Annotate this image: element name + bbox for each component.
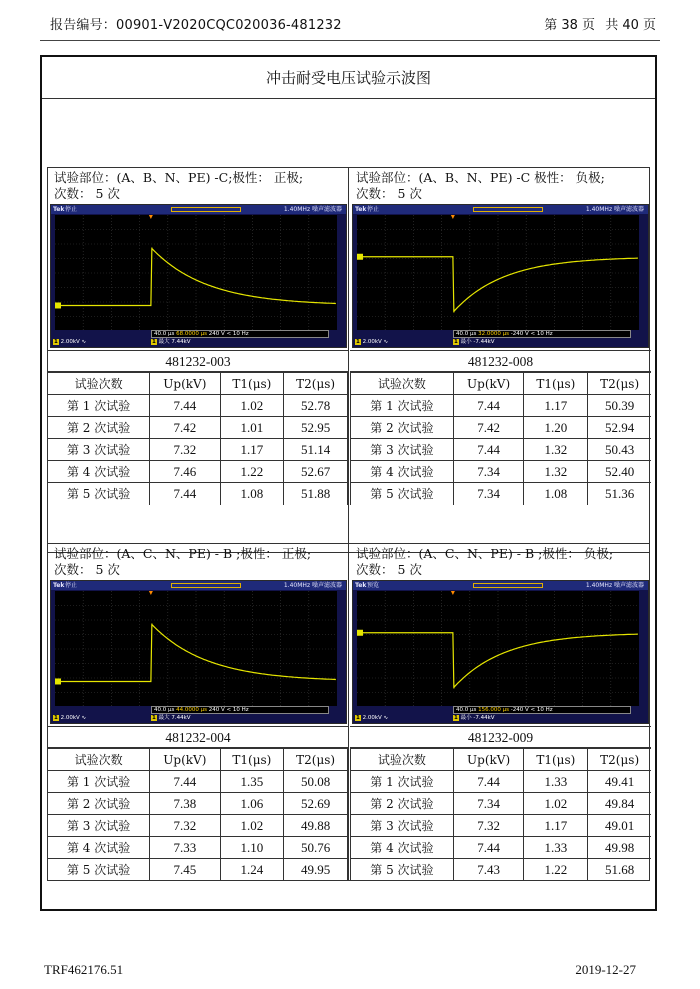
scope-graticule <box>55 215 337 331</box>
tek-logo: Tek <box>355 206 367 213</box>
cell-t2: 49.41 <box>588 771 651 793</box>
cell-t1: 1.22 <box>220 461 284 483</box>
test-location <box>356 170 647 202</box>
trigger-marker <box>451 591 455 595</box>
cell-t2: 52.94 <box>588 417 651 439</box>
row-label: 第 3 次试验 <box>351 439 454 461</box>
col-test-count: 试验次数 <box>48 749 150 771</box>
measurement: 1 最大 7.44kV <box>152 715 191 721</box>
report-date: 2019-12-27 <box>575 962 636 977</box>
col-up: Up(kV) <box>150 373 220 395</box>
col-t2: T2(μs) <box>588 749 651 771</box>
impulse-waveform <box>55 623 336 681</box>
table-header-row <box>48 749 348 771</box>
table-row <box>48 859 348 881</box>
cell-t2: 50.76 <box>284 837 348 859</box>
measurement: 1 最小 -7.44kV <box>454 339 495 345</box>
row-label: 第 2 次试验 <box>351 417 454 439</box>
table-row <box>351 395 652 417</box>
sample-rate: < 10 Hz <box>226 707 249 713</box>
horizontal-position: 44.0000 μs <box>176 707 207 713</box>
cell-up: 7.38 <box>150 793 220 815</box>
test-location-text: 试验部位：(A、B、N、PE) -C 极性： 负极; <box>356 170 605 185</box>
cell-up: 7.34 <box>453 461 524 483</box>
trigger-position-bar <box>171 583 241 588</box>
col-up: Up(kV) <box>150 749 220 771</box>
tek-logo: Tek <box>53 582 65 589</box>
panel-0 <box>48 168 349 552</box>
waveform-plot <box>357 591 639 707</box>
cell-t2: 49.95 <box>284 859 348 881</box>
scope-status-bar <box>51 205 346 214</box>
cell-up: 7.44 <box>453 439 524 461</box>
cell-t2: 52.67 <box>284 461 348 483</box>
channel-1-ground-marker <box>357 630 363 636</box>
cell-t1: 1.17 <box>524 395 588 417</box>
trigger-marker <box>149 215 153 219</box>
scope-status-bar <box>353 581 648 590</box>
cell-t1: 1.01 <box>220 417 284 439</box>
scope-status: 预览 <box>367 582 380 589</box>
cell-t1: 1.33 <box>524 837 588 859</box>
page-current: 第 38 页 <box>544 18 596 33</box>
scope-status-bar <box>51 581 346 590</box>
timebase: 40.0 μs <box>154 331 175 337</box>
scope-bandwidth: 1.40MHz 噪声滤波器 <box>585 206 644 213</box>
cell-t2: 49.88 <box>284 815 348 837</box>
row-label: 第 2 次试验 <box>351 793 454 815</box>
measurement-label: 最大 <box>158 715 170 721</box>
scope-graticule <box>55 591 337 707</box>
row-label: 第 5 次试验 <box>48 859 150 881</box>
channel-1-ground-marker <box>55 678 61 684</box>
test-location <box>54 546 344 578</box>
measurement-value: 7.44kV <box>171 339 191 345</box>
scope-footer <box>353 706 648 723</box>
measurement-label: 最小 <box>460 339 472 345</box>
col-t1: T1(μs) <box>220 749 284 771</box>
channel-1-ground-marker <box>357 254 363 260</box>
table-row <box>48 417 348 439</box>
test-count: 次数： 5 次 <box>54 562 120 577</box>
col-test-count: 试验次数 <box>351 749 454 771</box>
scope-readout <box>453 706 631 714</box>
table-row <box>351 793 652 815</box>
cell-t2: 50.39 <box>588 395 651 417</box>
cell-t1: 1.17 <box>524 815 588 837</box>
table-row <box>351 859 652 881</box>
scope-status-bar <box>353 205 648 214</box>
measurement-label: 最大 <box>158 339 170 345</box>
measurement: 1 最小 -7.44kV <box>454 715 495 721</box>
results-table <box>350 372 651 505</box>
sample-rate: < 10 Hz <box>226 331 249 337</box>
record-id: 481232-008 <box>350 350 651 372</box>
row-label: 第 2 次试验 <box>48 417 150 439</box>
cell-t1: 1.08 <box>524 483 588 505</box>
cell-up: 7.42 <box>453 417 524 439</box>
scope-bandwidth: 1.40MHz 噪声滤波器 <box>283 582 342 589</box>
trigger-level: 240 V <box>208 331 225 337</box>
cell-up: 7.44 <box>453 837 524 859</box>
table-row <box>48 483 348 505</box>
scope-readout <box>151 706 329 714</box>
cell-t2: 51.88 <box>284 483 348 505</box>
row-label: 第 4 次试验 <box>48 461 150 483</box>
channel-1-scale: 1 2.00kV ∿ <box>54 339 87 345</box>
channel-1-ground-marker <box>55 302 61 308</box>
trigger-marker <box>451 215 455 219</box>
table-row <box>351 483 652 505</box>
test-count: 次数： 5 次 <box>356 186 422 201</box>
row-label: 第 5 次试验 <box>48 483 150 505</box>
cell-up: 7.44 <box>453 771 524 793</box>
cell-t1: 1.32 <box>524 461 588 483</box>
record-id: 481232-009 <box>350 726 651 748</box>
measurement: 1 最大 7.44kV <box>152 339 191 345</box>
row-label: 第 1 次试验 <box>351 771 454 793</box>
cell-t2: 49.84 <box>588 793 651 815</box>
panel-1 <box>350 168 651 552</box>
trigger-marker <box>149 591 153 595</box>
cell-t1: 1.33 <box>524 771 588 793</box>
cell-up: 7.44 <box>150 395 220 417</box>
cell-up: 7.44 <box>453 395 524 417</box>
sample-rate: < 10 Hz <box>530 331 553 337</box>
oscilloscope-screenshot <box>50 204 347 348</box>
sample-rate: < 10 Hz <box>530 707 553 713</box>
timebase: 40.0 μs <box>456 707 477 713</box>
table-row <box>351 461 652 483</box>
measurement-label: 最小 <box>460 715 472 721</box>
cell-t1: 1.06 <box>220 793 284 815</box>
col-up: Up(kV) <box>453 749 524 771</box>
table-row <box>48 461 348 483</box>
cell-up: 7.33 <box>150 837 220 859</box>
table-row <box>351 771 652 793</box>
scope-bandwidth: 1.40MHz 噪声滤波器 <box>585 582 644 589</box>
cell-t1: 1.20 <box>524 417 588 439</box>
report-number: 报告编号：00901-V2020CQC020036-481232 <box>50 18 342 33</box>
trigger-level: -240 V <box>510 707 529 713</box>
cell-up: 7.45 <box>150 859 220 881</box>
cell-t2: 52.78 <box>284 395 348 417</box>
panel-row-2 <box>47 543 650 881</box>
waveform-plot <box>55 215 337 331</box>
record-id: 481232-003 <box>48 350 348 372</box>
scope-footer <box>51 330 346 347</box>
test-location <box>356 546 647 578</box>
test-location-text: 试验部位：(A、C、N、PE) - B ;极性： 负极; <box>356 546 614 561</box>
trigger-position-bar <box>473 207 543 212</box>
row-label: 第 3 次试验 <box>351 815 454 837</box>
oscilloscope-screenshot <box>352 204 649 348</box>
header-divider <box>40 40 660 41</box>
impulse-waveform <box>357 633 638 689</box>
cell-t2: 49.01 <box>588 815 651 837</box>
table-header-row <box>351 373 652 395</box>
col-t2: T2(μs) <box>284 749 348 771</box>
row-label: 第 4 次试验 <box>48 837 150 859</box>
results-table <box>350 748 651 881</box>
col-t1: T1(μs) <box>220 373 284 395</box>
table-row <box>351 417 652 439</box>
scope-footer <box>51 706 346 723</box>
section-title: 冲击耐受电压试验示波图 <box>42 57 655 99</box>
col-t2: T2(μs) <box>284 373 348 395</box>
waveform-plot <box>357 215 639 331</box>
row-label: 第 3 次试验 <box>48 815 150 837</box>
table-row <box>48 837 348 859</box>
row-label: 第 1 次试验 <box>48 395 150 417</box>
row-label: 第 2 次试验 <box>48 793 150 815</box>
horizontal-position: 68.0000 μs <box>176 331 207 337</box>
row-label: 第 1 次试验 <box>48 771 150 793</box>
oscilloscope-screenshot <box>352 580 649 724</box>
table-header-row <box>48 373 348 395</box>
scope-readout <box>151 330 329 338</box>
table-row <box>351 439 652 461</box>
cell-t2: 51.68 <box>588 859 651 881</box>
row-label: 第 4 次试验 <box>351 461 454 483</box>
scope-footer <box>353 330 648 347</box>
horizontal-position: 32.0000 μs <box>478 331 509 337</box>
tek-logo: Tek <box>53 206 65 213</box>
test-count: 次数： 5 次 <box>54 186 120 201</box>
row-label: 第 5 次试验 <box>351 859 454 881</box>
page-total: 共 40 页 <box>605 18 656 33</box>
panel-3 <box>350 544 651 880</box>
table-row <box>351 837 652 859</box>
test-location-text: 试验部位：(A、C、N、PE) - B ;极性： 正极; <box>54 546 312 561</box>
table-row <box>48 793 348 815</box>
cell-t2: 50.43 <box>588 439 651 461</box>
trigger-position-bar <box>171 207 241 212</box>
record-id: 481232-004 <box>48 726 348 748</box>
scope-graticule <box>357 591 639 707</box>
scope-status: 停止 <box>65 206 78 213</box>
results-table <box>48 372 348 505</box>
col-test-count: 试验次数 <box>48 373 150 395</box>
scope-status: 停止 <box>367 206 380 213</box>
table-row <box>48 771 348 793</box>
panel-row-1 <box>47 167 650 553</box>
col-test-count: 试验次数 <box>351 373 454 395</box>
table-row <box>48 439 348 461</box>
col-t1: T1(μs) <box>524 749 588 771</box>
table-row <box>48 395 348 417</box>
panel-2 <box>48 544 349 880</box>
test-location <box>54 170 344 202</box>
cell-up: 7.34 <box>453 483 524 505</box>
cell-up: 7.32 <box>453 815 524 837</box>
cell-up: 7.32 <box>150 815 220 837</box>
scope-bandwidth: 1.40MHz 噪声滤波器 <box>283 206 342 213</box>
col-t2: T2(μs) <box>588 373 651 395</box>
cell-up: 7.32 <box>150 439 220 461</box>
cell-t1: 1.22 <box>524 859 588 881</box>
cell-up: 7.46 <box>150 461 220 483</box>
cell-t1: 1.02 <box>220 815 284 837</box>
cell-t2: 52.69 <box>284 793 348 815</box>
cell-t1: 1.32 <box>524 439 588 461</box>
cell-t1: 1.02 <box>524 793 588 815</box>
row-label: 第 3 次试验 <box>48 439 150 461</box>
col-up: Up(kV) <box>453 373 524 395</box>
row-label: 第 1 次试验 <box>351 395 454 417</box>
table-header-row <box>351 749 652 771</box>
timebase: 40.0 μs <box>456 331 477 337</box>
table-row <box>48 815 348 837</box>
measurement-value: -7.44kV <box>473 339 495 345</box>
table-row <box>351 815 652 837</box>
impulse-waveform <box>55 247 336 305</box>
cell-up: 7.44 <box>150 771 220 793</box>
row-label: 第 5 次试验 <box>351 483 454 505</box>
waveform-plot <box>55 591 337 707</box>
trigger-level: 240 V <box>208 707 225 713</box>
tek-logo: Tek <box>355 582 367 589</box>
cell-up: 7.34 <box>453 793 524 815</box>
cell-t1: 1.17 <box>220 439 284 461</box>
cell-t1: 1.24 <box>220 859 284 881</box>
trigger-position-bar <box>473 583 543 588</box>
cell-up: 7.42 <box>150 417 220 439</box>
horizontal-position: 156.000 μs <box>478 707 509 713</box>
cell-t1: 1.08 <box>220 483 284 505</box>
channel-1-scale: 1 2.00kV ∿ <box>356 715 389 721</box>
scope-readout <box>453 330 631 338</box>
results-table <box>48 748 348 881</box>
trigger-level: -240 V <box>510 331 529 337</box>
cell-up: 7.43 <box>453 859 524 881</box>
cell-t1: 1.02 <box>220 395 284 417</box>
cell-up: 7.44 <box>150 483 220 505</box>
cell-t2: 49.98 <box>588 837 651 859</box>
test-location-text: 试验部位：(A、B、N、PE) -C;极性： 正极; <box>54 170 304 185</box>
form-number: TRF462176.51 <box>44 962 124 977</box>
scope-status: 停止 <box>65 582 78 589</box>
cell-t1: 1.35 <box>220 771 284 793</box>
scope-graticule <box>357 215 639 331</box>
impulse-waveform <box>357 257 638 313</box>
timebase: 40.0 μs <box>154 707 175 713</box>
channel-1-scale: 1 2.00kV ∿ <box>356 339 389 345</box>
measurement-value: 7.44kV <box>171 715 191 721</box>
cell-t2: 52.40 <box>588 461 651 483</box>
col-t1: T1(μs) <box>524 373 588 395</box>
oscilloscope-screenshot <box>50 580 347 724</box>
channel-1-scale: 1 2.00kV ∿ <box>54 715 87 721</box>
cell-t2: 50.08 <box>284 771 348 793</box>
cell-t2: 51.36 <box>588 483 651 505</box>
cell-t1: 1.10 <box>220 837 284 859</box>
measurement-value: -7.44kV <box>473 715 495 721</box>
report-frame <box>40 55 657 911</box>
page-indicator <box>538 14 656 33</box>
cell-t2: 51.14 <box>284 439 348 461</box>
cell-t2: 52.95 <box>284 417 348 439</box>
row-label: 第 4 次试验 <box>351 837 454 859</box>
test-count: 次数： 5 次 <box>356 562 422 577</box>
